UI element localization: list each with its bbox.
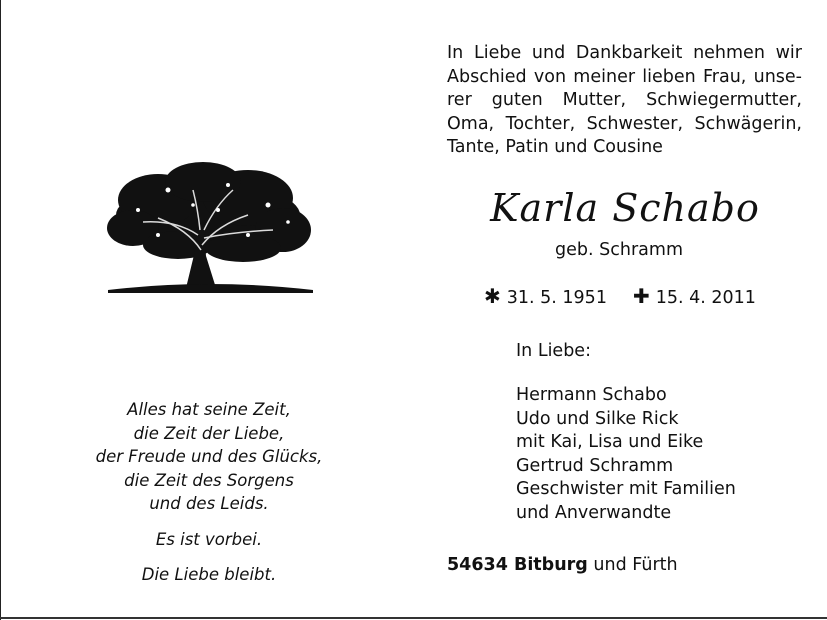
card-left-edge — [0, 0, 1, 620]
place-rest: und Fürth — [593, 555, 678, 575]
poem-line: und des Leids. — [149, 494, 269, 513]
poem-line: die Zeit des Sorgens — [124, 470, 294, 490]
poem-line-closing: Die Liebe bleibt. — [141, 565, 277, 584]
place-zip-city: 54634 Bitburg — [447, 555, 588, 575]
mourner-line: Udo und Silke Rick — [516, 408, 679, 429]
mourner-line: Geschwister mit Familien — [516, 479, 736, 499]
birth-date: 31. 5. 1951 — [506, 288, 607, 308]
intro-line: In Liebe und Dankbarkeit nehmen wir — [447, 43, 802, 63]
intro-line: Tante, Patin und Cousine — [447, 137, 663, 157]
mourners-list — [516, 384, 736, 525]
mourner-line: Gertrud Schramm — [516, 455, 674, 476]
intro-text — [447, 42, 802, 160]
poem-line-closing: Es ist vorbei. — [155, 529, 263, 549]
intro-line: rer guten Mutter, Schwiegermutter, — [447, 90, 802, 110]
card-bottom-edge — [0, 617, 827, 619]
poem-line: Alles hat seine Zeit, — [127, 400, 291, 419]
intro-line: Oma, Tochter, Schwester, Schwägerin, — [447, 113, 802, 134]
maiden-name: geb. Schramm — [555, 240, 683, 260]
intro-line: Abschied von meiner lieben Frau, unse- — [447, 66, 802, 87]
poem-line: die Zeit der Liebe, — [133, 423, 285, 443]
tree-icon — [98, 160, 318, 295]
mourner-line: und Anverwandte — [516, 502, 672, 523]
place-line — [447, 555, 678, 575]
birth-star-icon: ✱ — [484, 284, 501, 308]
poem-line: der Freude und des Glücks, — [95, 447, 323, 466]
mourner-line: Hermann Schabo — [516, 385, 667, 405]
mourners-label: In Liebe: — [516, 341, 591, 361]
deceased-name: Karla Schabo — [490, 186, 760, 230]
poem — [78, 398, 340, 587]
death-cross-icon: ✚ — [632, 284, 650, 308]
mourner-line: mit Kai, Lisa und Eike — [516, 432, 704, 452]
death-date: 15. 4. 2011 — [655, 288, 756, 308]
life-dates — [484, 284, 756, 308]
